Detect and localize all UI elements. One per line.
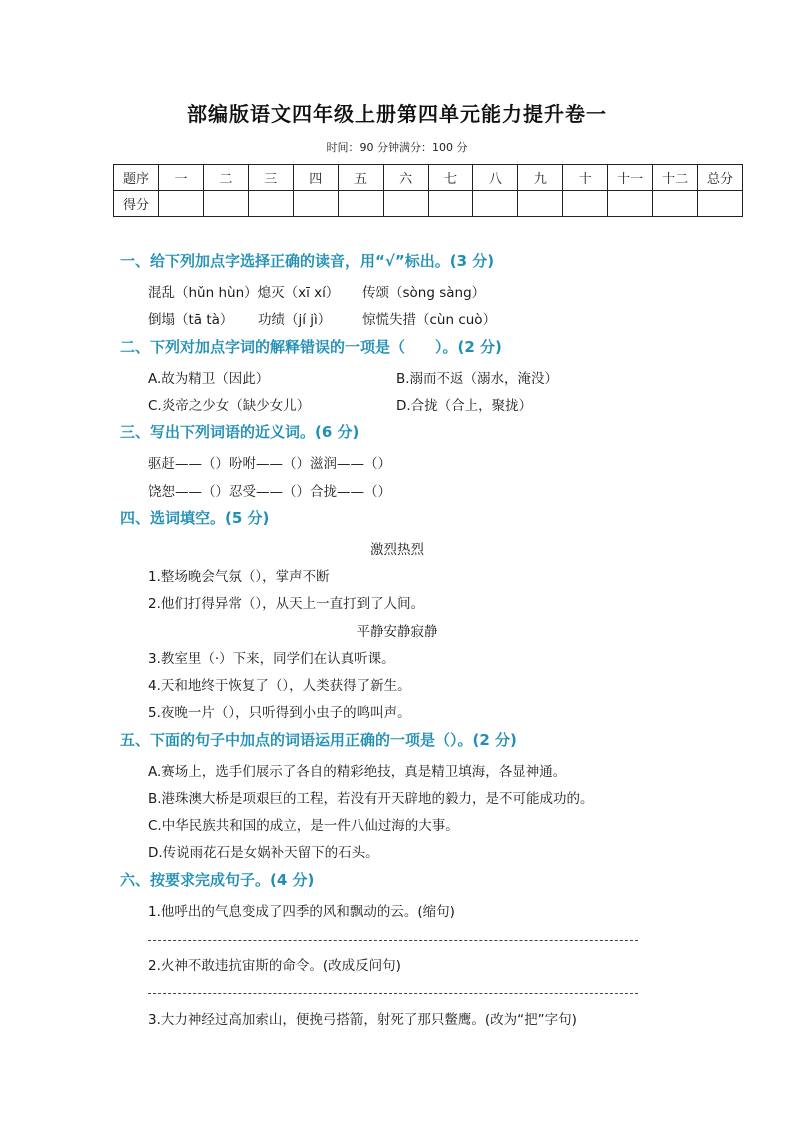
header-cell: 八 [473, 165, 518, 191]
s4-question-5: 5.夜晚一片（），只听得到小虫子的鸣叫声。 [148, 705, 411, 721]
s4-question-4: 4.天和地终于恢复了（），人类获得了新生。 [148, 678, 411, 694]
exam-info: 时间：90 分钟满分：100 分 [326, 141, 468, 154]
section-3-heading: 三、写出下列词语的近义词。(6 分) [120, 423, 360, 441]
word-bank-2: 平静安静寂静 [356, 624, 438, 640]
score-cell[interactable] [248, 191, 293, 217]
s6-question-1: 1.他呼出的气息变成了四季的风和飘动的云。(缩句) [148, 904, 455, 920]
header-cell: 七 [428, 165, 473, 191]
header-cell: 六 [383, 165, 428, 191]
s5-option-a: A.赛场上，选手们展示了各自的精彩绝技，真是精卫填海，各显神通。 [148, 764, 567, 780]
s5-option-d: D.传说雨花石是女娲补天留下的石头。 [148, 845, 379, 861]
header-cell: 十二 [653, 165, 698, 191]
s3-line-1: 驱赶——（）吩咐——（）滋润——（） [148, 456, 391, 472]
score-row-label: 得分 [114, 191, 159, 217]
score-cell[interactable] [293, 191, 338, 217]
score-table-score-row [114, 191, 743, 217]
s5-option-c: C.中华民族共和国的成立，是一件八仙过海的大事。 [148, 818, 459, 834]
s2-option-b: B.溺而不返（溺水，淹没） [396, 371, 559, 387]
s5-option-b: B.港珠澳大桥是项艰巨的工程，若没有开天辟地的毅力，是不可能成功的。 [148, 791, 594, 807]
header-cell: 三 [248, 165, 293, 191]
score-cell[interactable] [473, 191, 518, 217]
page-title: 部编版语文四年级上册第四单元能力提升卷一 [187, 102, 607, 126]
s2-option-a: A.故为精卫（因此） [148, 371, 270, 387]
score-cell[interactable] [518, 191, 563, 217]
s1-item-pinyin: 混乱（hǔn hùn）熄灭（xī xí） [148, 285, 340, 301]
score-cell[interactable] [653, 191, 698, 217]
score-cell[interactable] [383, 191, 428, 217]
section-2-heading: 二、下列对加点字词的解释错误的一项是（ ）。(2 分) [120, 338, 502, 356]
answer-line[interactable] [148, 993, 638, 994]
score-cell[interactable] [203, 191, 248, 217]
score-cell[interactable] [698, 191, 743, 217]
s1-item-pinyin: 惊慌失措（cùn cuò） [362, 312, 497, 328]
score-cell[interactable] [338, 191, 383, 217]
score-table [113, 164, 743, 217]
s4-question-1: 1.整场晚会气氛（），掌声不断 [148, 569, 330, 585]
score-cell[interactable] [563, 191, 608, 217]
header-cell: 一 [159, 165, 204, 191]
section-6-heading: 六、按要求完成句子。(4 分) [120, 871, 315, 889]
score-cell[interactable] [428, 191, 473, 217]
section-5-heading: 五、下面的句子中加点的词语运用正确的一项是（）。(2 分) [120, 731, 517, 749]
header-cell: 五 [338, 165, 383, 191]
section-4-heading: 四、选词填空。(5 分) [120, 509, 270, 527]
header-cell: 九 [518, 165, 563, 191]
s1-item-pinyin: 功绩（jí jì） [258, 312, 332, 328]
s6-question-2: 2.火神不敢违抗宙斯的命令。(改成反问句) [148, 958, 401, 974]
header-cell: 十 [563, 165, 608, 191]
s3-line-2: 饶恕——（）忍受——（）合拢——（） [148, 484, 391, 500]
s6-question-3: 3.大力神经过高加索山，便挽弓搭箭，射死了那只鳖鹰。(改为“把”字句) [148, 1012, 577, 1028]
s1-item-pinyin: 传颂（sòng sàng） [362, 285, 486, 301]
s2-option-c: C.炎帝之少女（缺少女儿） [148, 398, 311, 414]
section-1-heading: 一、给下列加点字选择正确的读音，用“√”标出。(3 分) [120, 252, 495, 270]
header-cell: 四 [293, 165, 338, 191]
word-bank-1: 激烈热烈 [370, 542, 424, 558]
score-cell[interactable] [159, 191, 204, 217]
score-cell[interactable] [608, 191, 653, 217]
header-cell: 题序 [114, 165, 159, 191]
header-cell: 二 [203, 165, 248, 191]
s2-option-d: D.合拢（合上，聚拢） [396, 398, 533, 414]
answer-line[interactable] [148, 940, 638, 941]
s4-question-2: 2.他们打得异常（），从天上一直打到了人间。 [148, 596, 425, 612]
header-cell: 十一 [608, 165, 653, 191]
score-table-header-row [114, 165, 743, 191]
s4-question-3: 3.教室里（·）下来，同学们在认真听课。 [148, 651, 395, 667]
header-cell: 总分 [698, 165, 743, 191]
s1-item-pinyin: 倒塌（tā tà） [148, 312, 234, 328]
